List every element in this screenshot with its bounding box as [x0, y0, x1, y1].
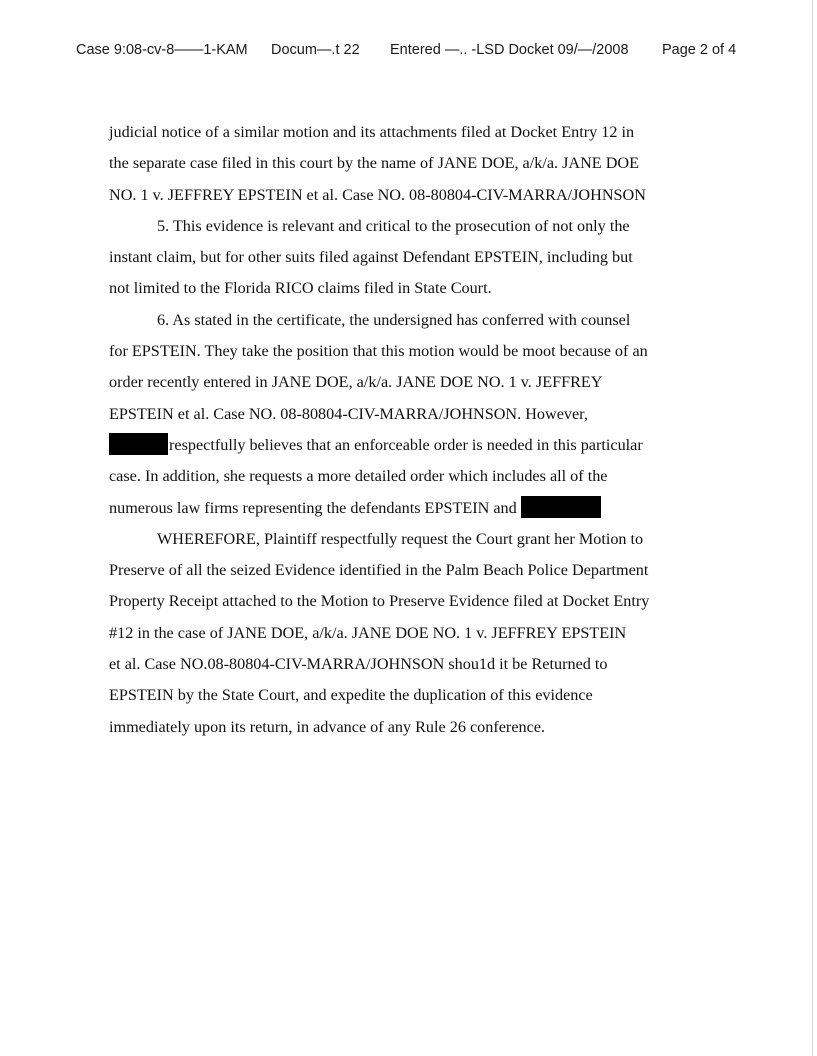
body-line: judicial notice of a similar motion and its attachments filed at Docket Entry 12 in: [109, 123, 635, 141]
body-line: NO. 1 v. JEFFREY EPSTEIN et al. Case NO. 08-80804-CIV-MARRA/JOHNSON: [109, 185, 646, 204]
body-line: EPSTEIN by the State Court, and expedite the duplication of this evidence: [109, 686, 593, 705]
body-line: #12 in the case of JANE DOE, a/k/a. JANE DOE NO. 1 v. JEFFREY EPSTEIN: [109, 623, 627, 642]
body-line-paragraph-6: 6. As stated in the certificate, the undersigned has conferred with counsel: [157, 310, 631, 329]
body-line-text: respectfully believes that an enforceable order is needed in this particular: [169, 435, 643, 454]
body-line-text: numerous law firms representing the defendants EPSTEIN and: [109, 498, 517, 517]
body-line: et al. Case NO.08-80804-CIV-MARRA/JOHNSON shou1d it be Returned to: [109, 655, 608, 674]
body-line-redacted: [109, 493, 709, 524]
document-body: [109, 117, 709, 743]
body-line-redacted: [109, 430, 709, 461]
body-line: for EPSTEIN. They take the position that this motion would be moot because of an: [109, 342, 648, 361]
header-case-number: Case 9:08-cv-8——1-KAM: [76, 42, 248, 58]
redaction-block: [521, 496, 601, 518]
header-page-number: Page 2 of 4: [662, 42, 737, 58]
body-line-paragraph-5: 5. This evidence is relevant and critical to the prosecution of not only the: [157, 216, 630, 235]
scan-edge-line: [812, 0, 813, 1056]
body-line: EPSTEIN et al. Case NO. 08-80804-CIV-MARRA/JOHNSON. However,: [109, 404, 588, 423]
redaction-block: [109, 433, 168, 455]
body-line: the separate case filed in this court by the name of JANE DOE, a/k/a. JANE DOE: [109, 154, 639, 173]
body-line: Preserve of all the seized Evidence identified in the Palm Beach Police Department: [109, 561, 649, 580]
body-line: not limited to the Florida RICO claims filed in State Court.: [109, 279, 492, 298]
body-line: Property Receipt attached to the Motion to Preserve Evidence filed at Docket Entry: [109, 592, 650, 611]
page-header: [76, 42, 756, 62]
body-line: immediately upon its return, in advance of any Rule 26 conference.: [109, 717, 546, 736]
body-line: order recently entered in JANE DOE, a/k/a. JANE DOE NO. 1 v. JEFFREY: [109, 373, 603, 392]
header-document-number: Docum—.t 22: [271, 42, 360, 58]
body-line-wherefore: WHEREFORE, Plaintiff respectfully request the Court grant her Motion to: [157, 529, 644, 548]
header-entered-docket: Entered —.. -LSD Docket 09/—/2008: [390, 42, 629, 58]
body-line: instant claim, but for other suits filed against Defendant EPSTEIN, including but: [109, 248, 633, 267]
body-line: case. In addition, she requests a more detailed order which includes all of the: [109, 467, 608, 486]
